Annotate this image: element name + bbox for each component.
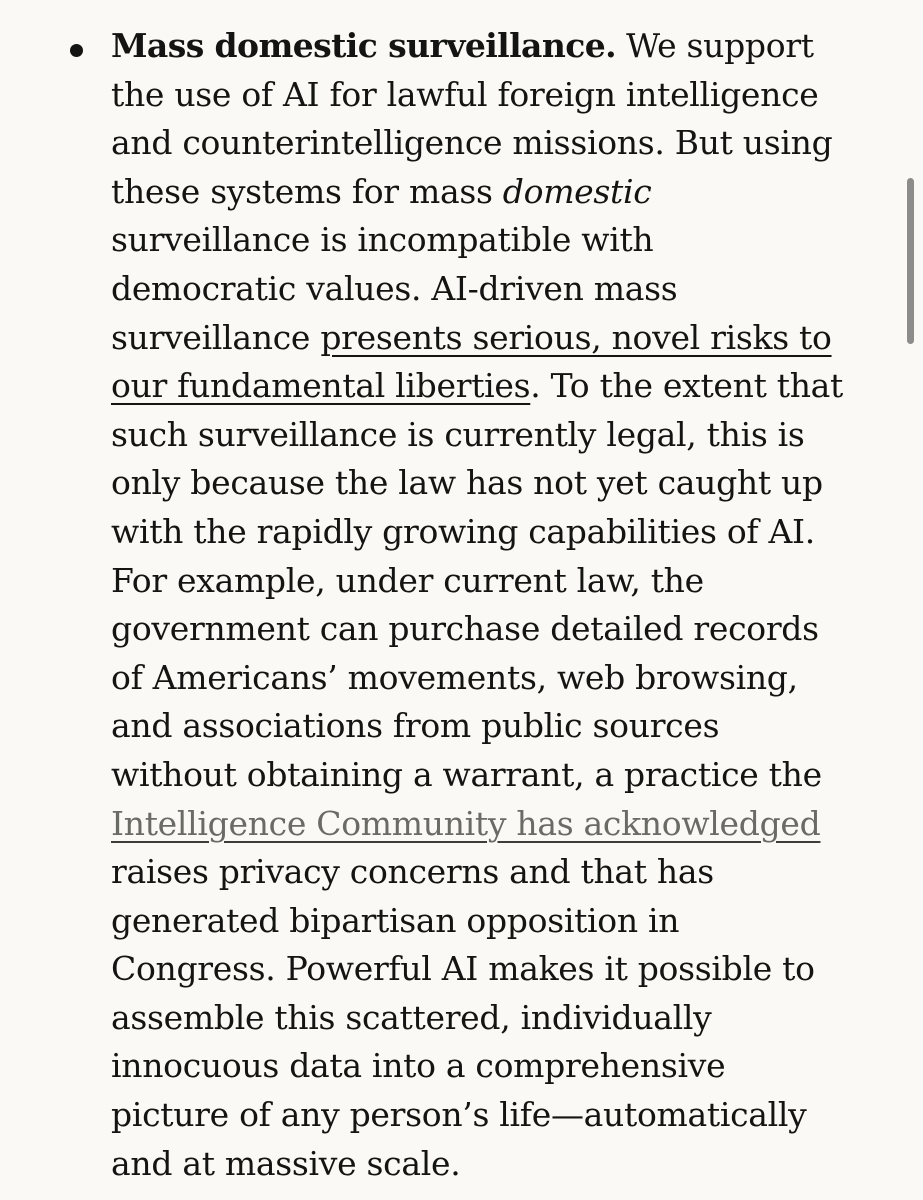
- text-line: and at massive scale.: [111, 1143, 461, 1183]
- text-line: democratic values. AI-driven mass: [111, 268, 678, 308]
- text-line: [111, 800, 891, 849]
- text-run: . To the extent that: [530, 366, 843, 406]
- text-line: [111, 362, 891, 411]
- text-line: assemble this scattered, individually: [111, 997, 712, 1037]
- list-bullet-icon: [70, 44, 83, 57]
- text-line: such surveillance is currently legal, this is: [111, 414, 805, 454]
- text-line: surveillance is incompatible with: [111, 220, 654, 260]
- text-line: government can purchase detailed records: [111, 609, 819, 649]
- text-run: these systems for mass: [111, 171, 503, 211]
- text-run: surveillance: [111, 317, 321, 357]
- text-line: [111, 22, 891, 71]
- text-line: without obtaining a warrant, a practice the: [111, 754, 822, 794]
- text-line: [111, 168, 891, 217]
- text-line: only because the law has not yet caught up: [111, 463, 823, 503]
- text-line: [111, 314, 891, 363]
- list-item-lead: Mass domestic surveillance.: [111, 26, 616, 65]
- text-line: generated bipartisan opposition in: [111, 900, 680, 940]
- text-line: raises privacy concerns and that has: [111, 852, 714, 892]
- text-line: Congress. Powerful AI makes it possible to: [111, 949, 815, 989]
- link-intelligence-community[interactable]: Intelligence Community has acknowledged: [111, 803, 821, 843]
- text-line: with the rapidly growing capabilities of AI.: [111, 511, 815, 551]
- link-risks-to-liberties[interactable]: presents serious, novel risks to: [320, 317, 832, 357]
- link-risks-to-liberties-cont[interactable]: our fundamental liberties: [111, 366, 531, 406]
- text-line: For example, under current law, the: [111, 560, 704, 600]
- text-line: and associations from public sources: [111, 706, 720, 746]
- list-item-paragraph: [111, 22, 891, 1188]
- text-line: the use of AI for lawful foreign intelligence: [111, 74, 819, 114]
- text-line: innocuous data into a comprehensive: [111, 1046, 726, 1086]
- scrollbar-thumb[interactable]: [907, 178, 914, 344]
- text-line: and counterintelligence missions. But using: [111, 123, 833, 163]
- text-line: of Americans’ movements, web browsing,: [111, 657, 798, 697]
- text-line: picture of any person’s life—automatically: [111, 1095, 807, 1135]
- emphasis-domestic: domestic: [502, 171, 652, 211]
- text-run: We support: [615, 26, 814, 65]
